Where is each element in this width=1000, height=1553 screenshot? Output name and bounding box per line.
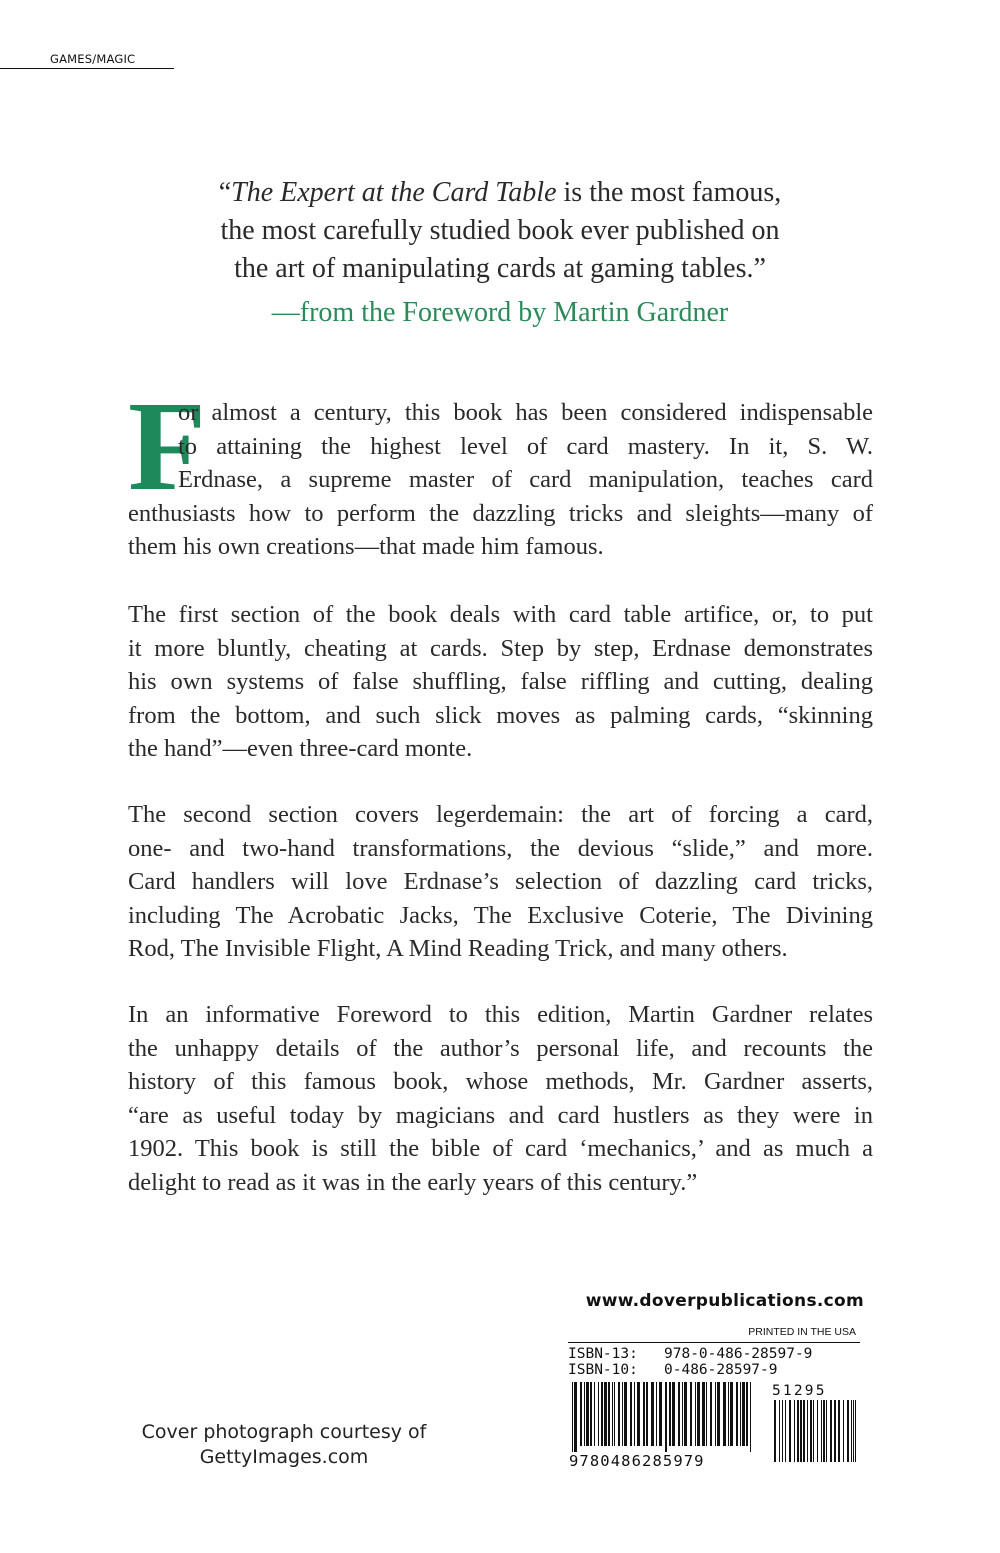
addon-bar [782, 1400, 783, 1462]
description-paragraph-4 [128, 998, 873, 1200]
barcode-bar [601, 1382, 603, 1446]
ean-bars [572, 1382, 751, 1452]
barcode-bar [728, 1382, 729, 1446]
addon-bar [853, 1400, 854, 1462]
paragraph-line: the unhappy details of the author’s personal life, and recounts the [128, 1034, 873, 1062]
addon-bar [855, 1400, 856, 1462]
paragraph-line: Rod, The Invisible Flight, A Mind Reading Trick, and many others. [128, 935, 788, 963]
barcode-bar [730, 1382, 733, 1446]
paragraph-line: or almost a century, this book has been considered indispensable [178, 399, 873, 426]
addon-bar [810, 1400, 812, 1462]
drop-cap: F [128, 375, 207, 517]
addon-bar [838, 1400, 840, 1462]
barcode-bar [594, 1382, 595, 1446]
paragraph-line: In an informative Foreword to this edition, Martin Gardner relates [128, 1001, 873, 1028]
barcode-bar [659, 1382, 662, 1446]
addon-bar [817, 1400, 818, 1462]
barcode-bar [706, 1382, 707, 1446]
barcode-bar [684, 1382, 687, 1446]
paragraph-line: “are as useful today by magicians and card hustlers as they were in [128, 1101, 873, 1129]
credit-line-2: GettyImages.com [199, 1446, 369, 1468]
barcode-bar [624, 1382, 627, 1446]
barcode-bar [580, 1382, 582, 1446]
quote-attribution: —from the Foreword by Martin Gardner [271, 297, 729, 328]
paragraph-line: Card handlers will love Erdnase’s selection of dazzling card tricks, [128, 868, 873, 896]
paragraph-line: including The Acrobatic Jacks, The Exclusive Coterie, The Divining [128, 901, 873, 929]
paragraph-line: enthusiasts how to perform the dazzling tricks and sleights—many of [128, 499, 873, 527]
barcode-bar [656, 1382, 657, 1446]
barcode-bar [574, 1382, 577, 1452]
barcode-bar [665, 1382, 667, 1452]
paragraph-line: history of this famous book, whose methods, Mr. Gardner asserts, [128, 1068, 873, 1096]
addon-bar [823, 1400, 825, 1462]
barcode-bar [697, 1382, 700, 1446]
barcode-bar [678, 1382, 680, 1446]
description-paragraph-1 [128, 396, 873, 564]
isbn10-label: ISBN-10: [568, 1362, 638, 1378]
addon-bar [807, 1400, 808, 1462]
barcode-bar [618, 1382, 620, 1446]
barcode-block [568, 1326, 860, 1468]
isbn10-value: 0-486-28597-9 [664, 1362, 778, 1378]
paragraph-line: the hand”—even three-card monte. [128, 735, 473, 763]
barcode-bar [715, 1382, 716, 1446]
barcode-bar [682, 1382, 683, 1446]
isbn13-label: ISBN-13: [568, 1346, 638, 1362]
addon-bar [821, 1400, 822, 1462]
barcode-bar [590, 1382, 592, 1446]
paragraph-line: to attaining the highest level of card mastery. In it, S. W. [178, 432, 873, 460]
addon-bar [826, 1400, 827, 1462]
credit-line-1: Cover photograph courtesy of [141, 1421, 427, 1443]
barcode-bar [612, 1382, 613, 1446]
paragraph-line: it more bluntly, cheating at cards. Step by step, Erdnase demonstrates [128, 634, 873, 662]
paragraph-line: them his own creations—that made him famous. [128, 533, 604, 561]
barcode-bar [695, 1382, 696, 1446]
barcode-rule [568, 1342, 860, 1343]
barcode-bar [637, 1382, 640, 1446]
paragraph-line: 1902. This book is still the bible of card ‘mechanics,’ and as much a [128, 1135, 873, 1163]
addon-bar [797, 1400, 799, 1462]
barcode-bar [622, 1382, 623, 1446]
publisher-url: www.doverpublications.com [585, 1291, 864, 1311]
description-paragraph-2 [128, 598, 873, 766]
addon-bar [830, 1400, 832, 1462]
isbn13-row [568, 1346, 860, 1362]
addon-bar [847, 1400, 849, 1462]
addon-bar [785, 1400, 786, 1462]
quote-line: “The Expert at the Card Table is the most famous, [218, 177, 782, 208]
quote-line: the most carefully studied book ever published on [220, 215, 780, 246]
paragraph-line: The second section covers legerdemain: the art of forcing a card, [128, 801, 873, 828]
barcode-bar [630, 1382, 632, 1446]
addon-bar [800, 1400, 802, 1462]
barcode-graphic [568, 1382, 860, 1468]
addon-bar [794, 1400, 795, 1462]
barcode-bar [598, 1382, 599, 1446]
category-underline [0, 68, 174, 69]
addon-bar [779, 1400, 780, 1462]
cover-credit [134, 1420, 434, 1470]
barcode-bar [572, 1382, 573, 1452]
quote-book-title: The Expert at the Card Table [231, 177, 557, 208]
barcode-bar [710, 1382, 712, 1446]
barcode-bar [740, 1382, 741, 1446]
addon-bars [774, 1400, 856, 1462]
addon-bar [803, 1400, 805, 1462]
barcode-bar [586, 1382, 589, 1446]
addon-bar [843, 1400, 844, 1462]
barcode-bar [614, 1382, 615, 1446]
barcode-bar [746, 1382, 748, 1446]
barcode-bar [643, 1382, 645, 1446]
addon-bar [851, 1400, 852, 1462]
barcode-bar [672, 1382, 675, 1446]
paragraph-line: The first section of the book deals with card table artifice, or, to put [128, 601, 873, 628]
addon-bar [774, 1400, 776, 1462]
barcode-bar [736, 1382, 738, 1446]
paragraph-line: one- and two-hand transformations, the devious “slide,” and more. [128, 834, 873, 862]
barcode-bar [702, 1382, 705, 1446]
description-paragraph-3 [128, 798, 873, 966]
barcode-bar [750, 1382, 751, 1452]
isbn10-row [568, 1362, 860, 1378]
paragraph-line: from the bottom, and such slick moves as palming cards, “skinning [128, 701, 873, 729]
quote-line: the art of manipulating cards at gaming tables.” [234, 253, 766, 284]
barcode-bar [723, 1382, 726, 1446]
isbn13-value: 978-0-486-28597-9 [664, 1346, 813, 1362]
addon-bar [789, 1400, 791, 1462]
barcode-bar [604, 1382, 607, 1446]
category-label [22, 52, 174, 66]
barcode-bar [646, 1382, 648, 1446]
barcode-bar [608, 1382, 610, 1446]
price-code: 51295 [772, 1383, 827, 1399]
pull-quote [150, 174, 850, 288]
paragraph-line: delight to read as it was in the early years of this century.” [128, 1168, 698, 1196]
barcode-bar [690, 1382, 692, 1446]
category-text: GAMES/MAGIC [50, 52, 136, 66]
addon-bar [813, 1400, 814, 1462]
barcode-bar [669, 1382, 671, 1446]
printed-in-usa: PRINTED IN THE USA [748, 1326, 856, 1338]
paragraph-line: Erdnase, a supreme master of card manipulation, teaches card [178, 466, 873, 494]
barcode-bar [584, 1382, 585, 1446]
barcode-bar [651, 1382, 654, 1446]
barcode-bar [717, 1382, 720, 1446]
barcode-bar [742, 1382, 745, 1446]
ean-digits: 9780486285979 [569, 1452, 705, 1468]
barcode-bar [634, 1382, 635, 1446]
paragraph-line: his own systems of false shuffling, false riffling and cutting, dealing [128, 668, 873, 696]
addon-bar [834, 1400, 836, 1462]
